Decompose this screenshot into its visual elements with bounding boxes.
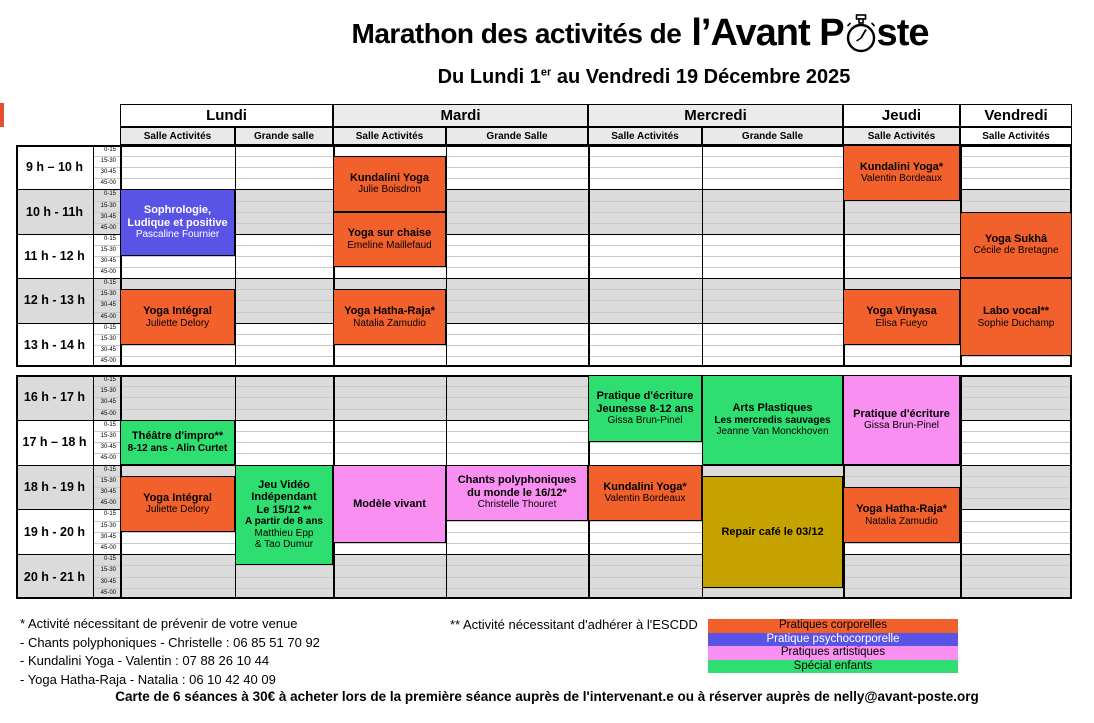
room-divider-line <box>702 145 703 367</box>
activity-line: Pratique d'écriture <box>596 390 694 403</box>
activity-block-yoga-hatha-raja-mardi <box>333 289 446 345</box>
quarter-label: 0-15 <box>103 511 116 518</box>
activity-line: Arts Plastiques <box>732 402 813 415</box>
activity-line: Julie Boisdron <box>358 184 421 196</box>
quarter-label: 30-45 <box>100 489 116 495</box>
activity-block-yoga-integral-soir <box>120 476 235 532</box>
quarter-label: 15-30 <box>100 291 116 298</box>
quarter-line <box>93 212 1072 213</box>
room-divider-line <box>93 375 94 599</box>
room-divider-line <box>446 145 447 367</box>
room-header: Salle Activités <box>120 127 235 145</box>
activity-line: Yoga Intégral <box>143 305 212 318</box>
quarter-label: 0-15 <box>103 421 116 428</box>
activity-block-jeu-video-independant <box>235 465 333 566</box>
quarter-label: 45-00 <box>100 589 116 596</box>
quarter-label: 0-15 <box>103 377 116 383</box>
activity-line: Les mercredis sauvages <box>714 414 831 426</box>
footnote-double-star: ** Activité nécessitant d'adhérer à l'ESCDD <box>450 617 698 632</box>
activity-line: Yoga Hatha-Raja* <box>344 305 435 318</box>
quarter-label: 30-45 <box>100 346 116 353</box>
quarter-label: 30-45 <box>100 444 116 451</box>
quarter-label: 15-30 <box>100 522 116 529</box>
activity-block-modele-vivant <box>333 465 446 543</box>
quarter-label: 15-30 <box>100 335 116 342</box>
quarter-line <box>93 245 1072 246</box>
activity-line: Pratique d'écriture <box>853 407 950 420</box>
activity-line: Yoga Vinyasa <box>866 305 937 318</box>
room-header: Salle Activités <box>843 127 960 145</box>
quarter-label: 45-00 <box>100 357 116 364</box>
time-row-label: 11 h - 12 h <box>24 248 85 263</box>
quarter-label: 45-00 <box>100 455 116 462</box>
room-header: Grande Salle <box>702 127 843 145</box>
legend-item-purple: Pratique psychocorporelle <box>708 633 958 647</box>
subtitle-post: au Vendredi 19 Décembre 2025 <box>551 66 851 88</box>
stopwatch-icon <box>844 14 878 54</box>
activity-line: Yoga Intégral <box>143 491 212 504</box>
activity-block-yoga-vinyasa <box>843 289 960 345</box>
quarter-line <box>93 267 1072 268</box>
quarter-label: 0-15 <box>103 556 116 563</box>
day-divider-line <box>960 375 962 599</box>
quarter-label: 15-30 <box>100 246 116 253</box>
quarter-label: 15-30 <box>100 477 116 484</box>
activity-line: Modèle vivant <box>353 497 426 510</box>
activity-line: Jeu Vidéo <box>258 478 310 491</box>
activity-line: Indépendant <box>251 491 317 504</box>
quarter-line <box>93 201 1072 202</box>
time-row-label: 13 h - 14 h <box>23 337 86 352</box>
activity-block-yoga-hatha-raja-jeudi <box>843 487 960 543</box>
activity-line: A partir de 8 ans <box>245 516 323 528</box>
footnote-line: - Yoga Hatha-Raja - Natalia : 06 10 42 40 09 <box>20 671 276 687</box>
quarter-label: 15-30 <box>100 433 116 439</box>
quarter-line <box>93 356 1072 357</box>
activity-line: Labo vocal** <box>982 305 1050 318</box>
activity-block-chants-polyphoniques <box>446 465 588 521</box>
activity-line: Natalia Zamudio <box>353 317 426 329</box>
activity-line: Elisa Fueyo <box>875 317 928 329</box>
room-header: Salle Activités <box>588 127 702 145</box>
quarter-label: 45-00 <box>100 545 116 551</box>
footnote-line: * Activité nécessitant de prévenir de votre venue <box>20 616 298 631</box>
left-edge-strip <box>0 103 4 127</box>
quarter-line <box>93 223 1072 224</box>
activity-line: Jeunesse 8-12 ans <box>596 402 694 415</box>
activity-block-labo-vocal <box>960 278 1072 356</box>
quarter-label: 30-45 <box>100 302 116 309</box>
activity-block-kundalini-yoga-jeudi <box>843 145 960 201</box>
activity-line: Gissa Brun-Pinel <box>863 420 940 432</box>
activity-block-yoga-sukha <box>960 212 1072 279</box>
activity-line: Pascaline Fournier <box>135 229 220 241</box>
activity-line: du monde le 16/12* <box>467 486 567 499</box>
activity-line: Repair café le 03/12 <box>721 525 824 538</box>
quarter-line <box>93 345 1072 346</box>
footer-pricing-line: Carte de 6 séances à 30€ à acheter lors de la première séance auprès de l'intervenant.e ou à réserver auprès de nelly@avant-poste.org <box>115 689 979 704</box>
page-title <box>352 12 929 55</box>
quarter-label: 45-00 <box>100 269 116 276</box>
quarter-label: 45-00 <box>100 313 116 320</box>
activity-line: Valentin Bordeaux <box>604 493 686 505</box>
time-row-label: 10 h - 11h <box>26 204 83 219</box>
quarter-label: 0-15 <box>103 235 116 242</box>
activity-block-kundalini-yoga-mardi <box>333 156 446 212</box>
footnote-star-block <box>20 615 320 689</box>
room-divider-line <box>235 145 236 367</box>
activity-line: Kundalini Yoga* <box>603 480 687 493</box>
activity-line: 8-12 ans - Alin Curtet <box>127 442 228 454</box>
room-header: Salle Activités <box>333 127 446 145</box>
day-header-vendredi: Vendredi <box>960 104 1072 127</box>
quarter-label: 15-30 <box>100 158 116 165</box>
quarter-label: 30-45 <box>100 533 116 540</box>
brand-wordmark <box>691 12 928 55</box>
activity-line: Ludique et positive <box>127 216 228 229</box>
activity-block-yoga-integral-midi <box>120 289 235 345</box>
hour-line <box>16 278 1072 279</box>
day-header-lundi: Lundi <box>120 104 333 127</box>
activity-line: Sophie Duchamp <box>977 317 1055 329</box>
activity-line: Gissa Brun-Pinel <box>607 415 683 427</box>
time-row-label: 16 h - 17 h <box>23 390 86 405</box>
activity-block-theatre-impro <box>120 420 235 465</box>
quarter-label: 45-00 <box>100 500 116 507</box>
legend-item-orange: Pratiques corporelles <box>708 619 958 633</box>
room-header: Salle Activités <box>960 127 1072 145</box>
activity-line: Matthieu Epp <box>254 527 314 539</box>
time-row-label: 12 h - 13 h <box>23 293 86 308</box>
activity-line: Juliette Delory <box>145 317 210 329</box>
quarter-label: 45-00 <box>100 410 116 417</box>
legend <box>708 619 958 673</box>
activity-line: Cécile de Bretagne <box>973 245 1059 257</box>
activity-line: Emeline Maillefaud <box>347 239 432 251</box>
activity-block-kundalini-yoga-mercredi <box>588 465 702 521</box>
activity-block-repair-cafe <box>702 476 843 588</box>
activity-line: Yoga Hatha-Raja* <box>856 503 947 515</box>
quarter-label: 30-45 <box>100 258 116 264</box>
time-row-label: 17 h – 18 h <box>22 435 87 450</box>
activity-line: Théâtre d'impro** <box>131 430 224 443</box>
quarter-label: 15-30 <box>100 388 116 395</box>
quarter-label: 0-15 <box>103 466 116 473</box>
time-row-label: 18 h - 19 h <box>23 479 86 494</box>
time-row-label: 20 h - 21 h <box>23 569 86 584</box>
footnote-line: - Chants polyphoniques - Christelle : 06 85 51 70 92 <box>20 634 320 650</box>
quarter-label: 0-15 <box>103 280 116 287</box>
day-header-jeudi: Jeudi <box>843 104 960 127</box>
quarter-line <box>93 565 1072 566</box>
activity-line: Christelle Thouret <box>477 499 557 511</box>
brand-post: ste <box>876 12 929 54</box>
quarter-label: 0-15 <box>103 147 116 153</box>
hour-line <box>16 554 1072 555</box>
footnote-line: - Kundalini Yoga - Valentin : 07 88 26 10 44 <box>20 653 270 668</box>
day-divider-line <box>588 145 590 367</box>
legend-item-pink: Pratiques artistiques <box>708 646 958 660</box>
activity-block-yoga-sur-chaise <box>333 212 446 268</box>
room-header: Grande Salle <box>446 127 588 145</box>
activity-block-arts-plastiques <box>702 375 843 465</box>
activity-line: Sophrologie, <box>143 204 212 217</box>
activity-line: Juliette Delory <box>145 504 210 516</box>
time-row-label: 9 h – 10 h <box>26 160 83 175</box>
day-header-mardi: Mardi <box>333 104 588 127</box>
time-row-label: 19 h - 20 h <box>23 524 86 539</box>
subtitle-pre: Du Lundi 1 <box>437 66 541 88</box>
activity-line: Valentin Bordeaux <box>861 173 942 185</box>
room-divider-line <box>93 145 94 367</box>
legend-item-green: Spécial enfants <box>708 660 958 674</box>
quarter-label: 30-45 <box>100 578 116 585</box>
quarter-label: 0-15 <box>103 324 116 331</box>
activity-line: Kundalini Yoga <box>349 171 430 184</box>
quarter-label: 30-45 <box>100 169 116 176</box>
quarter-line <box>93 577 1072 578</box>
quarter-label: 45-00 <box>100 180 116 187</box>
activity-line: Chants polyphoniques <box>457 474 577 487</box>
activity-line: Le 15/12 ** <box>256 503 312 516</box>
activity-line: Yoga sur chaise <box>347 227 432 240</box>
quarter-line <box>93 256 1072 257</box>
room-header: Grande salle <box>235 127 333 145</box>
date-range-subtitle <box>438 66 851 89</box>
title-text: Marathon des activités de <box>351 17 682 49</box>
quarter-label: 15-30 <box>100 567 116 574</box>
activity-block-pratique-ecriture-jeudi <box>843 375 960 465</box>
quarter-line <box>93 588 1072 589</box>
brand-pre: l’Avant P <box>691 12 844 54</box>
activity-block-sophrologie <box>120 189 235 256</box>
activity-block-pratique-ecriture-jeunesse <box>588 375 702 442</box>
quarter-label: 30-45 <box>100 213 116 220</box>
activity-line: Yoga Sukhâ <box>984 232 1048 245</box>
quarter-label: 45-00 <box>100 224 116 231</box>
subtitle-sup: er <box>540 66 552 79</box>
activity-line: Jeanne Van Monckhoven <box>716 426 829 438</box>
quarter-label: 0-15 <box>103 191 116 198</box>
activity-line: & Tao Dumur <box>254 539 314 551</box>
quarter-label: 30-45 <box>100 399 116 406</box>
day-header-mercredi: Mercredi <box>588 104 843 127</box>
quarter-label: 15-30 <box>100 202 116 209</box>
activity-line: Kundalini Yoga* <box>859 160 944 173</box>
activity-line: Natalia Zamudio <box>865 515 938 527</box>
